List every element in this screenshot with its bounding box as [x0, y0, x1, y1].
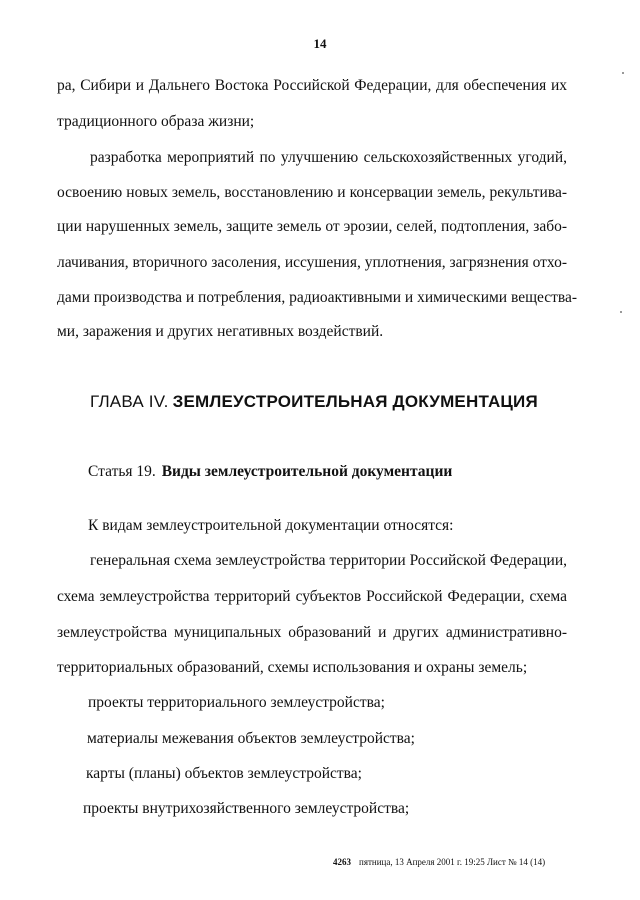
paragraph-line: лачивания, вторичного засоления, иссушения, уплотнения, загрязнения отхо- [57, 254, 567, 271]
chapter-title: ЗЕМЛЕУСТРОИТЕЛЬНАЯ ДОКУМЕНТАЦИЯ [172, 392, 538, 411]
general-line: землеустройства муниципальных образований и других административно- [57, 624, 567, 641]
article-heading [88, 463, 452, 481]
scan-speck [620, 311, 622, 313]
list-item: проекты внутрихозяйственного землеустройства; [83, 800, 410, 817]
print-timestamp: пятница, 13 Апреля 2001 г. 19:25 Лист № 14 (14) [359, 857, 546, 867]
general-line: территориальных образований, схемы использования и охраны земель; [57, 659, 528, 676]
chapter-prefix: ГЛАВА IV. [90, 392, 169, 411]
paragraph-line: ра, Сибири и Дальнего Востока Российской Федерации, для обеспечения их [57, 77, 567, 94]
page-number: 14 [313, 36, 327, 51]
scan-speck [622, 72, 624, 74]
print-stamp [333, 857, 545, 867]
chapter-heading [90, 392, 538, 412]
general-line: генеральная схема землеустройства территории Российской Федерации, [90, 552, 567, 569]
paragraph-line: ми, заражения и других негативных воздействий. [57, 323, 384, 340]
intro-line: К видам землеустроительной документации относятся: [88, 517, 454, 534]
article-title: Виды землеустроительной документации [161, 463, 453, 480]
paragraph-line: традиционного образа жизни; [57, 113, 255, 130]
article-prefix: Статья 19. [88, 463, 156, 480]
paragraph-line: разработка мероприятий по улучшению сельскохозяйственных угодий, [90, 149, 567, 166]
list-item: материалы межевания объектов землеустройства; [87, 730, 415, 747]
paragraph-line: дами производства и потребления, радиоактивными и химическими вещества- [57, 289, 578, 306]
general-line: схема землеустройства территорий субъектов Российской Федерации, схема [57, 588, 567, 605]
document-code: 4263 [333, 857, 351, 867]
paragraph-line: освоению новых земель, восстановлению и консервации земель, рекультива- [57, 184, 567, 201]
list-item: проекты территориального землеустройства; [88, 694, 385, 711]
list-item: карты (планы) объектов землеустройства; [86, 765, 362, 782]
paragraph-line: ции нарушенных земель, защите земель от эрозии, селей, подтопления, забо- [57, 218, 567, 235]
